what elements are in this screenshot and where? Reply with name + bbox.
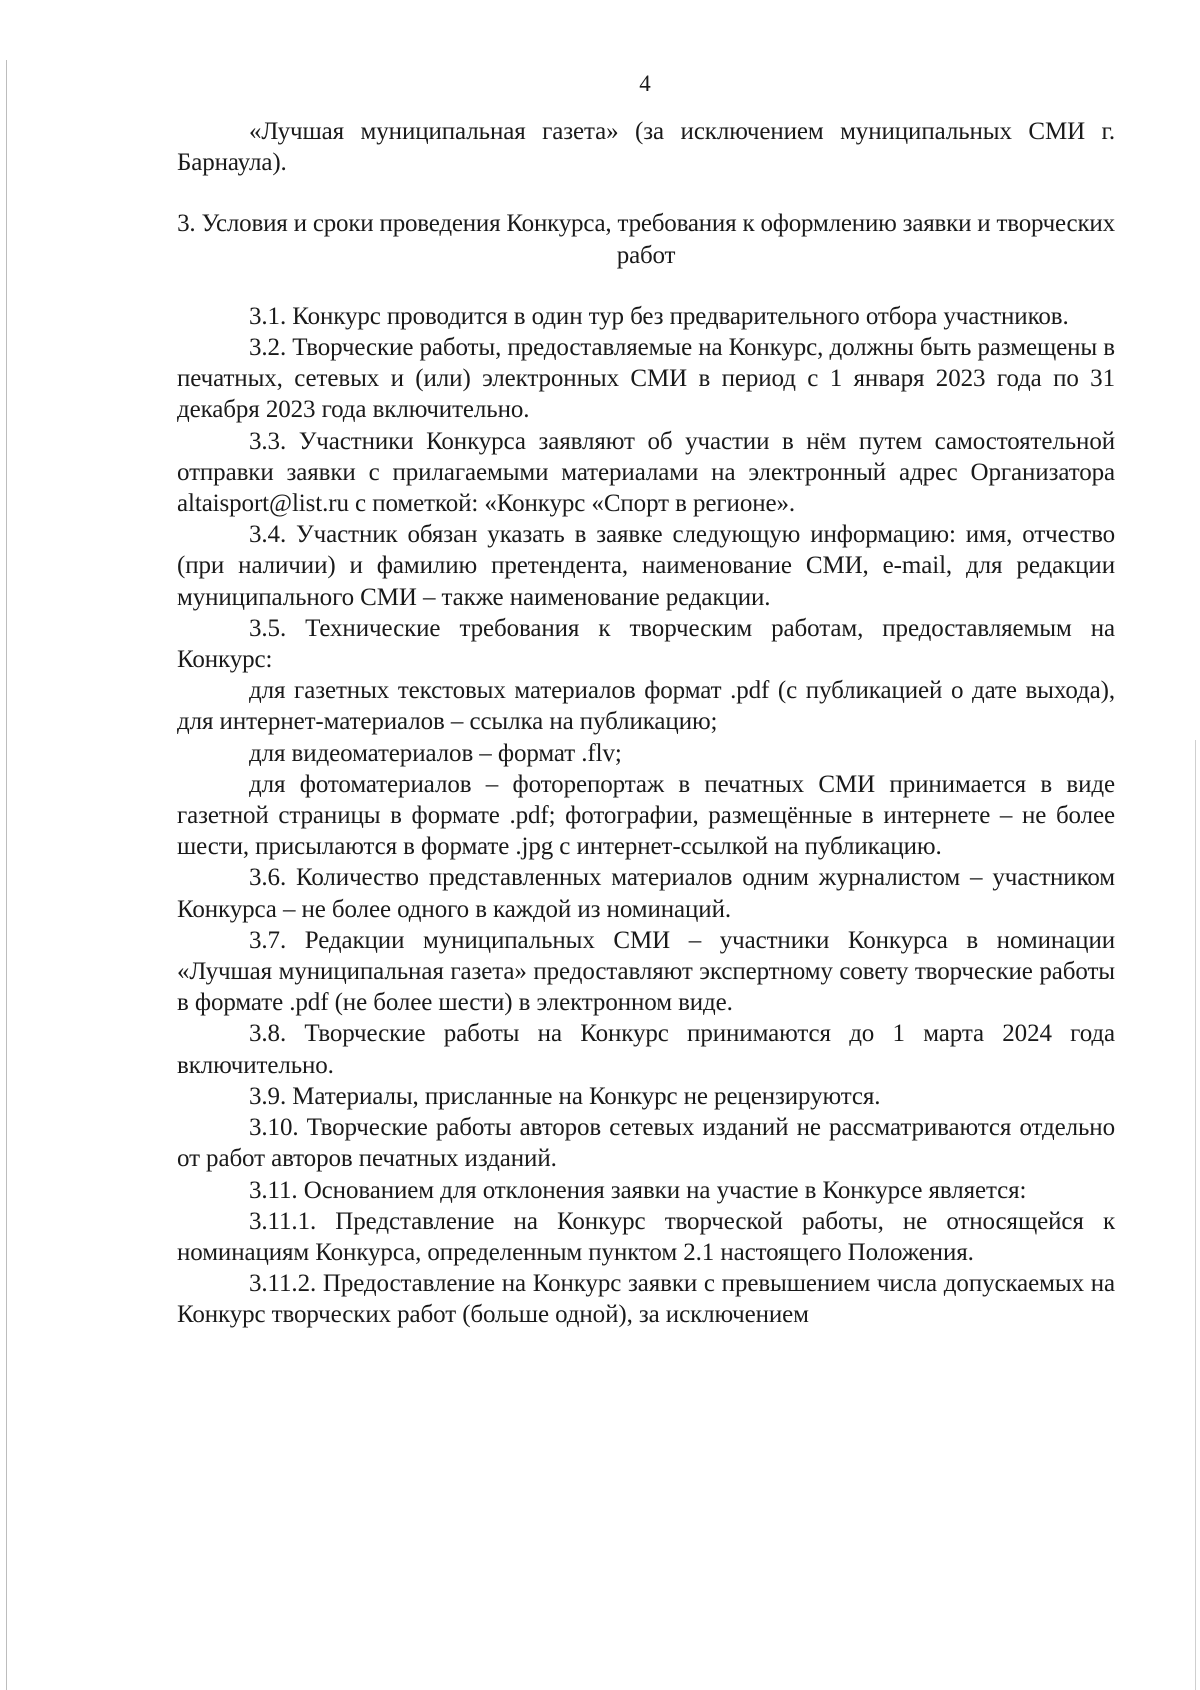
- clause-3-3: 3.3. Участники Конкурса заявляют об участии в нём путем самостоятельной отправки заявки с прилагаемыми материалами на электронный адрес Организатора altaisport@list.ru с пометкой: «Конкурс «Спорт в регионе».: [177, 427, 1115, 518]
- clause-3-5: 3.5. Технические требования к творческим работам, предоставляемым на Конкурс:: [177, 614, 1115, 674]
- clause-3-9: 3.9. Материалы, присланные на Конкурс не рецензируются.: [249, 1082, 881, 1110]
- clause-3-11: 3.11. Основанием для отклонения заявки на участие в Конкурсе является:: [249, 1176, 1027, 1204]
- scan-edge-right: [1195, 740, 1196, 1690]
- clause-3-8: 3.8. Творческие работы на Конкурс принимаются до 1 марта 2024 года включительно.: [177, 1020, 1115, 1079]
- clause-3-7: 3.7. Редакции муниципальных СМИ – участники Конкурса в номинации «Лучшая муниципальная газета» предоставляют экспертному совету творческие работы в формате .pdf (не более шести) в электронном виде.: [177, 926, 1115, 1017]
- clause-3-11-2: 3.11.2. Предоставление на Конкурс заявки с превышением числа допускаемых на Конкурс творческих работ (больше одной), за исключением: [177, 1270, 1115, 1329]
- intro-paragraph: «Лучшая муниципальная газета» (за исключением муниципальных СМИ г. Барнаула).: [177, 118, 1115, 177]
- clause-3-10: 3.10. Творческие работы авторов сетевых изданий не рассматриваются отдельно от работ авторов печатных изданий.: [177, 1114, 1115, 1173]
- requirement-photo-materials: для фотоматериалов – фоторепортаж в печатных СМИ принимается в виде газетной страницы в формате .pdf; фотографии, размещённые в интернете – не более шести, присылаются в формате .jpg с интернет-ссылкой на публикацию.: [177, 770, 1115, 861]
- page-number: 4: [639, 71, 651, 96]
- clause-3-6: 3.6. Количество представленных материалов одним журналистом – участником Конкурса – не более одного в каждой из номинаций.: [177, 864, 1115, 923]
- clause-3-11-1: 3.11.1. Представление на Конкурс творческой работы, не относящейся к номинациям Конкурса, определенным пунктом 2.1 настоящего Положения.: [177, 1207, 1115, 1266]
- requirement-video-materials: для видеоматериалов – формат .flv;: [249, 739, 622, 767]
- clause-3-1: 3.1. Конкурс проводится в один тур без предварительного отбора участников.: [249, 302, 1069, 330]
- clause-3-2: 3.2. Творческие работы, предоставляемые на Конкурс, должны быть размещены в печатных, сетевых и (или) электронных СМИ в период с 1 января 2023 года по 31 декабря 2023 года включительно.: [177, 334, 1115, 424]
- requirement-text-materials: для газетных текстовых материалов формат .pdf (с публикацией о дате выхода), для интернет-материалов – ссылка на публикацию;: [177, 677, 1115, 736]
- section-heading: 3. Условия и сроки проведения Конкурса, требования к оформлению заявки и творческих работ: [177, 210, 1115, 269]
- document-body: [177, 116, 1115, 1331]
- clause-3-4: 3.4. Участник обязан указать в заявке следующую информацию: имя, отчество (при наличии) и фамилию претендента, наименование СМИ, e-mail, для редакции муниципального СМИ – также наименование редакции.: [177, 521, 1115, 611]
- scan-edge-left: [6, 60, 7, 1690]
